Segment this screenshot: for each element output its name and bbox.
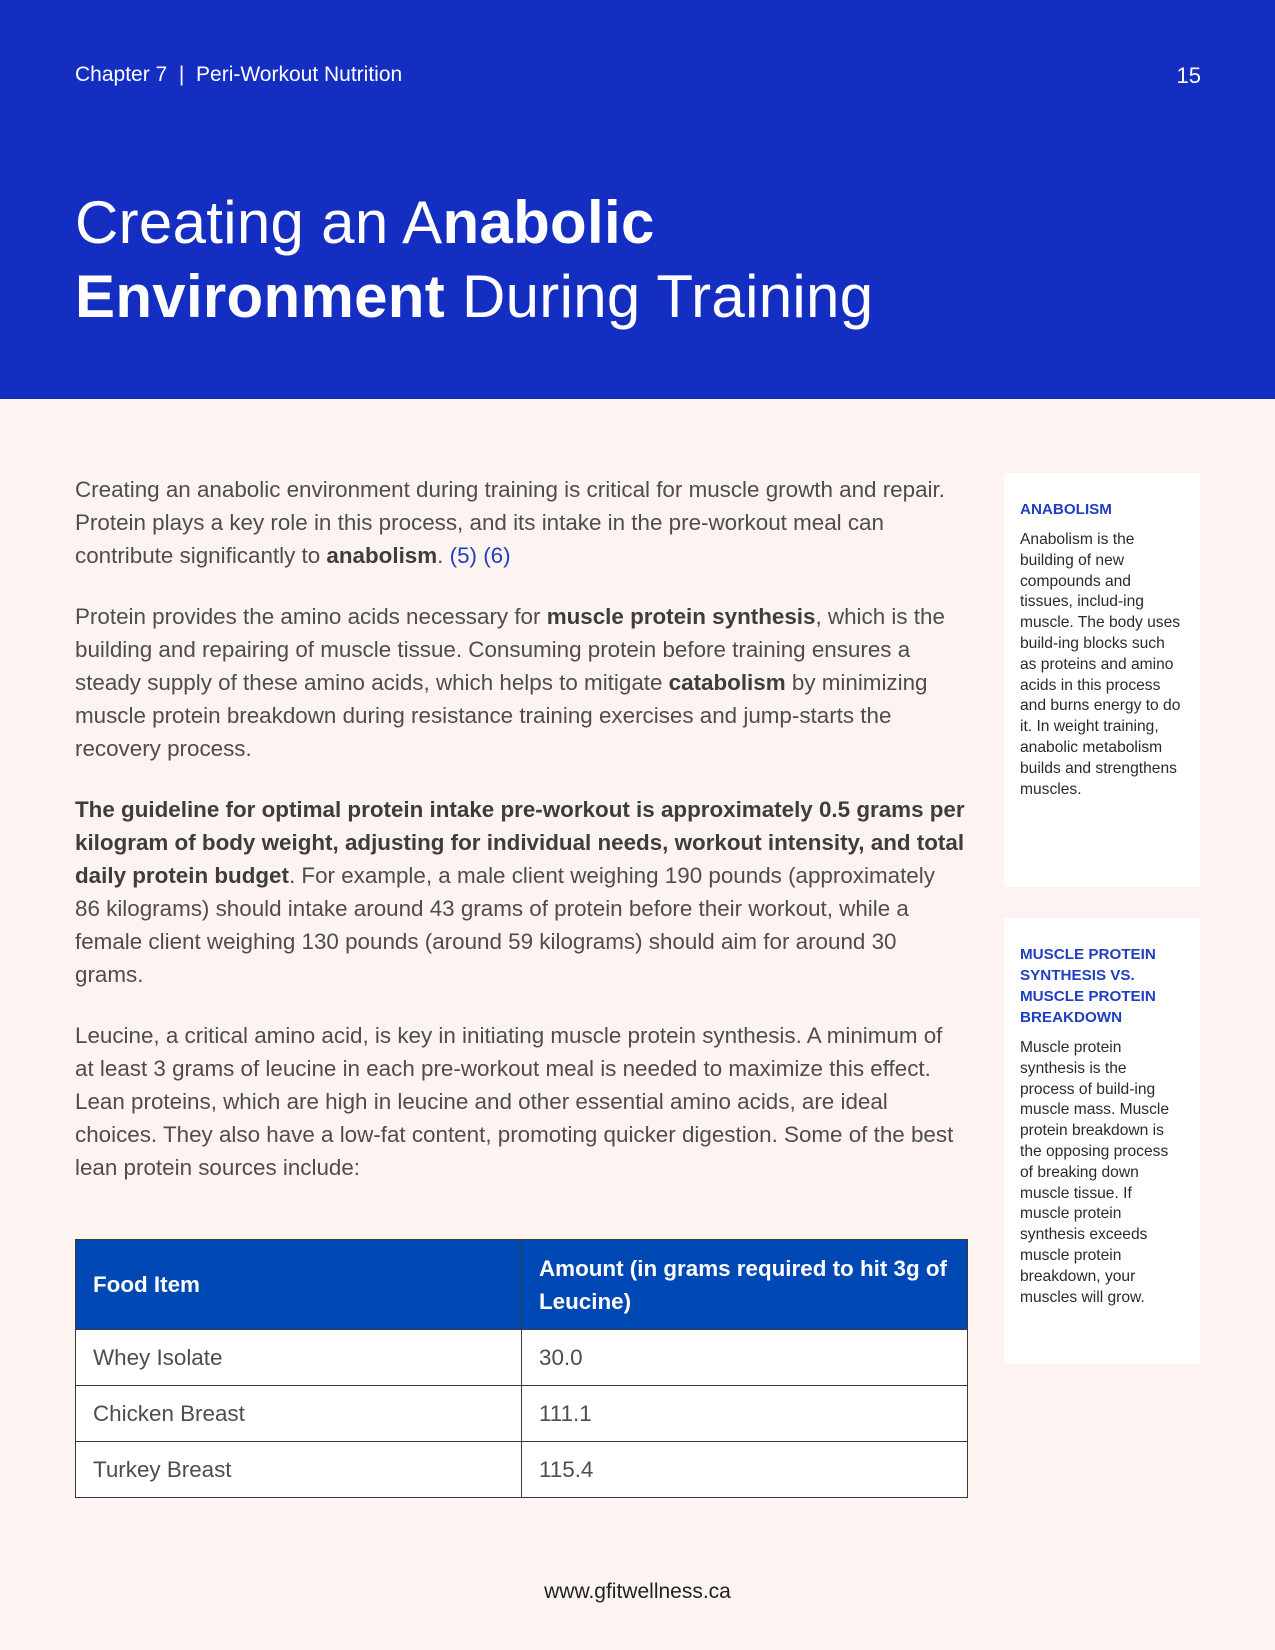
table-row	[76, 1442, 968, 1498]
title-part-2: nabolic	[442, 189, 655, 256]
table-cell-food: Turkey Breast	[76, 1442, 522, 1498]
title-part-4: During Training	[445, 263, 874, 330]
p2-text-b: , which is the building and repairing of muscle tissue. Consuming protein before training ensures a steady supply of these amino acids, which helps to mitigate	[75, 604, 945, 695]
title-part-3: Environment	[75, 263, 446, 330]
p3-bold-guideline: The guideline for optimal protein intake pre-workout is approximately 0.5 grams per kilogram of body weight, adjusting for individual needs, workout intensity, and total daily protein budget	[75, 797, 965, 888]
sidebar-box-anabolism	[1004, 473, 1200, 887]
leucine-table	[75, 1239, 968, 1498]
title-part-1: Creating an A	[75, 189, 443, 256]
sidebar-text: Muscle protein synthesis is the process of build-ing muscle mass. Muscle protein breakdown is the opposing process of breaking down muscle tissue. If muscle protein synthesis exceeds muscle protein breakdown, your muscles will grow.	[1020, 1039, 1170, 1306]
p3-text-a: . For example, a male client weighing 190 pounds (approximately 86 kilograms) should intake around 43 grams of protein before their workout, while a female client weighing 130 pounds (around 59 kilograms) should aim for around 30 grams.	[75, 863, 935, 987]
table-row	[76, 1386, 968, 1442]
p1-text-a: Creating an anabolic environment during training is critical for muscle growth and repair. Protein plays a key role in this process, and its intake in the pre-workout meal can contribute significantly to	[75, 477, 945, 568]
table-cell-food: Chicken Breast	[76, 1386, 522, 1442]
page-number: 15	[1176, 63, 1201, 88]
paragraph-leucine	[75, 1019, 965, 1184]
sidebar-title: MUSCLE PROTEIN SYNTHESIS VS. MUSCLE PROTEIN BREAKDOWN	[1020, 946, 1156, 1026]
p1-bold-anabolism: anabolism	[326, 543, 438, 568]
page-header	[0, 0, 1275, 399]
sidebar-title: ANABOLISM	[1020, 501, 1112, 518]
table-cell-amount: 30.0	[522, 1330, 968, 1386]
footer-url: www.gfitwellness.ca	[544, 1580, 731, 1603]
table-cell-food: Whey Isolate	[76, 1330, 522, 1386]
paragraph-protein-synthesis	[75, 600, 965, 765]
column-header-amount: Amount (in grams required to hit 3g of Leucine)	[522, 1240, 968, 1330]
main-content	[75, 473, 965, 1212]
table-cell-amount: 115.4	[522, 1442, 968, 1498]
sidebar-box-mps-vs-mpb	[1004, 918, 1200, 1364]
sidebar-text: Anabolism is the building of new compounds and tissues, includ-ing muscle. The body uses build-ing blocks such as proteins and amino acids in this process and burns energy to do it. In weight training, anabolic metabolism builds and strengthens muscles.	[1020, 531, 1181, 798]
citation-link-5[interactable]: (5)	[449, 543, 477, 568]
paragraph-protein-guideline	[75, 793, 965, 991]
p2-bold-catabolism: catabolism	[668, 670, 786, 695]
table-row	[76, 1330, 968, 1386]
p2-text-a: Protein provides the amino acids necessary for	[75, 604, 547, 629]
table-cell-amount: 111.1	[522, 1386, 968, 1442]
paragraph-anabolic-intro	[75, 473, 965, 572]
p2-bold-mps: muscle protein synthesis	[546, 604, 816, 629]
column-header-food-item: Food Item	[76, 1240, 522, 1330]
p2-text-c: by minimizing muscle protein breakdown during resistance training exercises and jump-starts the recovery process.	[75, 670, 928, 761]
chapter-label: Chapter 7 | Peri-Workout Nutrition	[75, 63, 403, 86]
table-header-row	[76, 1240, 968, 1330]
p4-text-a: Leucine, a critical amino acid, is key in initiating muscle protein synthesis. A minimum of at least 3 grams of leucine in each pre-workout meal is needed to maximize this effect. Lean proteins, which are high in leucine and other essential amino acids, are ideal choices. They also have a low-fat content, promoting quicker digestion. Some of the best lean protein sources include:	[75, 1023, 954, 1180]
citation-link-6[interactable]: (6)	[483, 543, 511, 568]
page-title	[75, 186, 873, 334]
p1-text-b: .	[437, 543, 450, 568]
